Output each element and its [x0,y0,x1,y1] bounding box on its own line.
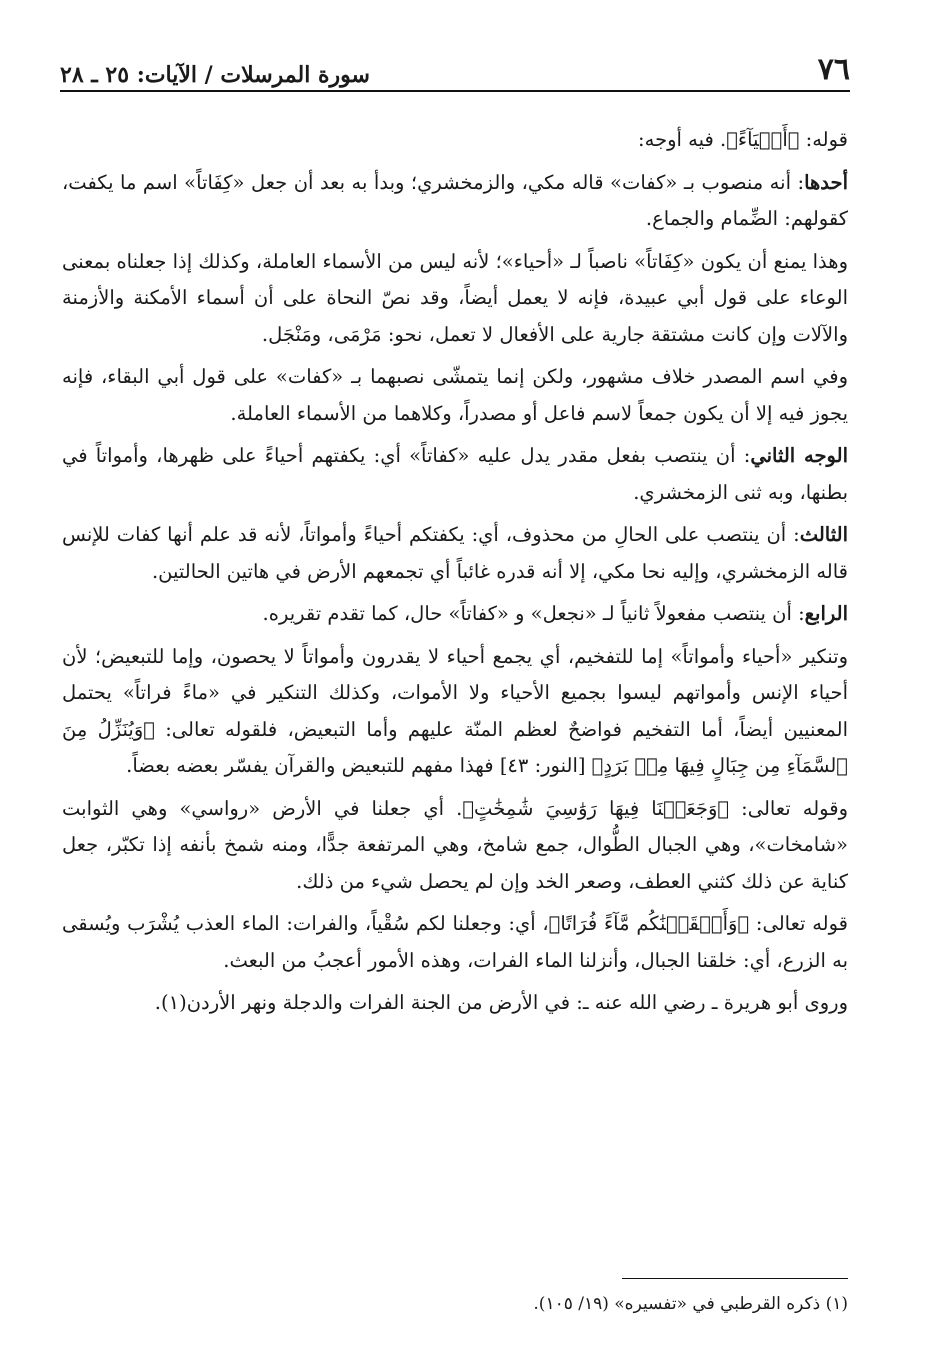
paragraph-text: وتنكير «أحياء وأمواتاً» إما للتفخيم، أي يجمع أحياء لا يقدرون وأمواتاً لا يحصون، وإما للتبعيض؛ لأن أحياء الإنس وأمواتهم ليسوا بجميع الأحياء ولا الأموات، وكذلك التنكير في «ماءً فراتاً» يحتمل المعنيين أيضاً، أما التفخيم فواضحٌ لعظم المنّة عليهم وأما التبعيض، فلقوله تعالى: ﴿وَيُنَزِّلُ مِنَ ٱلسَّمَآءِ مِن جِبَالٍ فِيهَا مِنۢ بَرَدٍ﴾ [النور: ٤٣] فهذا مفهم للتبعيض والقرآن يفسّر بعضه بعضاً. [62,644,848,777]
paragraph-masdar [62,359,848,432]
paragraph-text: : أن ينتصب مفعولاً ثانياً لـ «نجعل» و «كفاتاً» حال، كما تقدم تقريره. [262,602,805,625]
paragraph-third-aspect [62,517,848,590]
page-body [62,122,848,1028]
footnote-separator [622,1278,848,1279]
running-header [60,52,850,92]
paragraph-text: : أنه منصوب بـ «كفات» قاله مكي، والزمخشري؛ وبدأ به بعد أن جعل «كِفَاتاً» اسم ما يكفت، كقولهم: الضِّمام والجماع. [62,170,848,230]
paragraph-text: وقوله تعالى: ﴿وَجَعَلۡنَا فِيهَا رَوَٰسِيَ شَٰمِخَٰتٍ﴾. أي جعلنا في الأرض «رواسي» وهي الثوابت «شامخات»، وهي الجبال الطُّوال، جمع شامخ، وهي المرتفعة جدًّا، ومنه شمخ بأنفه إذا تكبّر، جعل كناية عن ذلك كثني العطف، وصعر الخد وإن لم يحصل شيء من ذلك. [62,796,848,893]
paragraph-text: وفي اسم المصدر خلاف مشهور، ولكن إنما يتمشّى نصبهما بـ «كفات» على قول أبي البقاء، فإنه يجوز فيه إلا أن يكون جمعاً لاسم فاعل أو مصدراً، وكلاهما من الأسماء العاملة. [62,365,848,425]
footnote: (١) ذكره القرطبي في «تفسيره» (١٩/ ١٠٥). [533,1294,848,1314]
aspect-heading: الوجه الثاني [750,444,848,467]
paragraph-indefiniteness [62,639,848,785]
paragraph-text: : أن ينتصب بفعل مقدر يدل عليه «كفاتاً» أي: يكفتهم أحياءً على ظهرها، وأمواتاً في بطنها، وبه ثنى الزمخشري. [62,444,848,504]
paragraph-text: قوله تعالى: ﴿وَأَسۡقَيۡنَٰكُم مَّآءً فُرَاتًا﴾، أي: وجعلنا لكم سُقْياً، والفرات: الماء العذب يُشْرَب ويُسقى به الزرع، أي: خلقنا الجبال، وأنزلنا الماء الفرات، وهذه الأمور أعجبُ من البعث. [62,912,848,972]
paragraph-text: وروى أبو هريرة ـ رضي الله عنه ـ: في الأرض من الجنة الفرات والدجلة ونهر الأردن(١). [154,991,848,1014]
header-rule [60,90,850,92]
paragraph-text: وهذا يمنع أن يكون «كِفَاتاً» ناصباً لـ «أحياء»؛ لأنه ليس من الأسماء العاملة، وكذلك إذا جعلناه بمعنى الوعاء على قول أبي عبيدة، فإنه لا يعمل أيضاً، وقد نصّ النحاة على أن أسماء الأمكنة والأزمنة والآلات وإن كانت مشتقة جارية على الأفعال لا تعمل، نحو: مَرْمَى، ومَنْجَل. [62,249,848,346]
paragraph-water [62,906,848,979]
paragraph-first-aspect [62,165,848,238]
surah-reference: سورة المرسلات / الآيات: ٢٥ ـ ٢٨ [60,62,370,88]
aspect-heading: الثالث [799,523,848,546]
aspect-heading: الرابع [804,602,848,625]
paragraph-hadith [62,985,848,1022]
paragraph-intro [62,122,848,159]
aspect-heading: أحدها [804,170,848,194]
paragraph-second-aspect [62,438,848,511]
page-number: ٧٦ [817,52,850,87]
paragraph-objection [62,244,848,354]
paragraph-text: قوله: ﴿أَحۡيَآءً﴾. فيه أوجه: [638,128,848,151]
paragraph-fourth-aspect [62,596,848,633]
paragraph-text: : أن ينتصب على الحالِ من محذوف، أي: يكفتكم أحياءً وأمواتاً، لأنه قد علم أنها كفات للإنس قاله الزمخشري، وإليه نحا مكي، إلا أنه قدره غائباً أي تجمعهم الأرض في هاتين الحالتين. [62,523,848,583]
paragraph-mountains [62,791,848,901]
